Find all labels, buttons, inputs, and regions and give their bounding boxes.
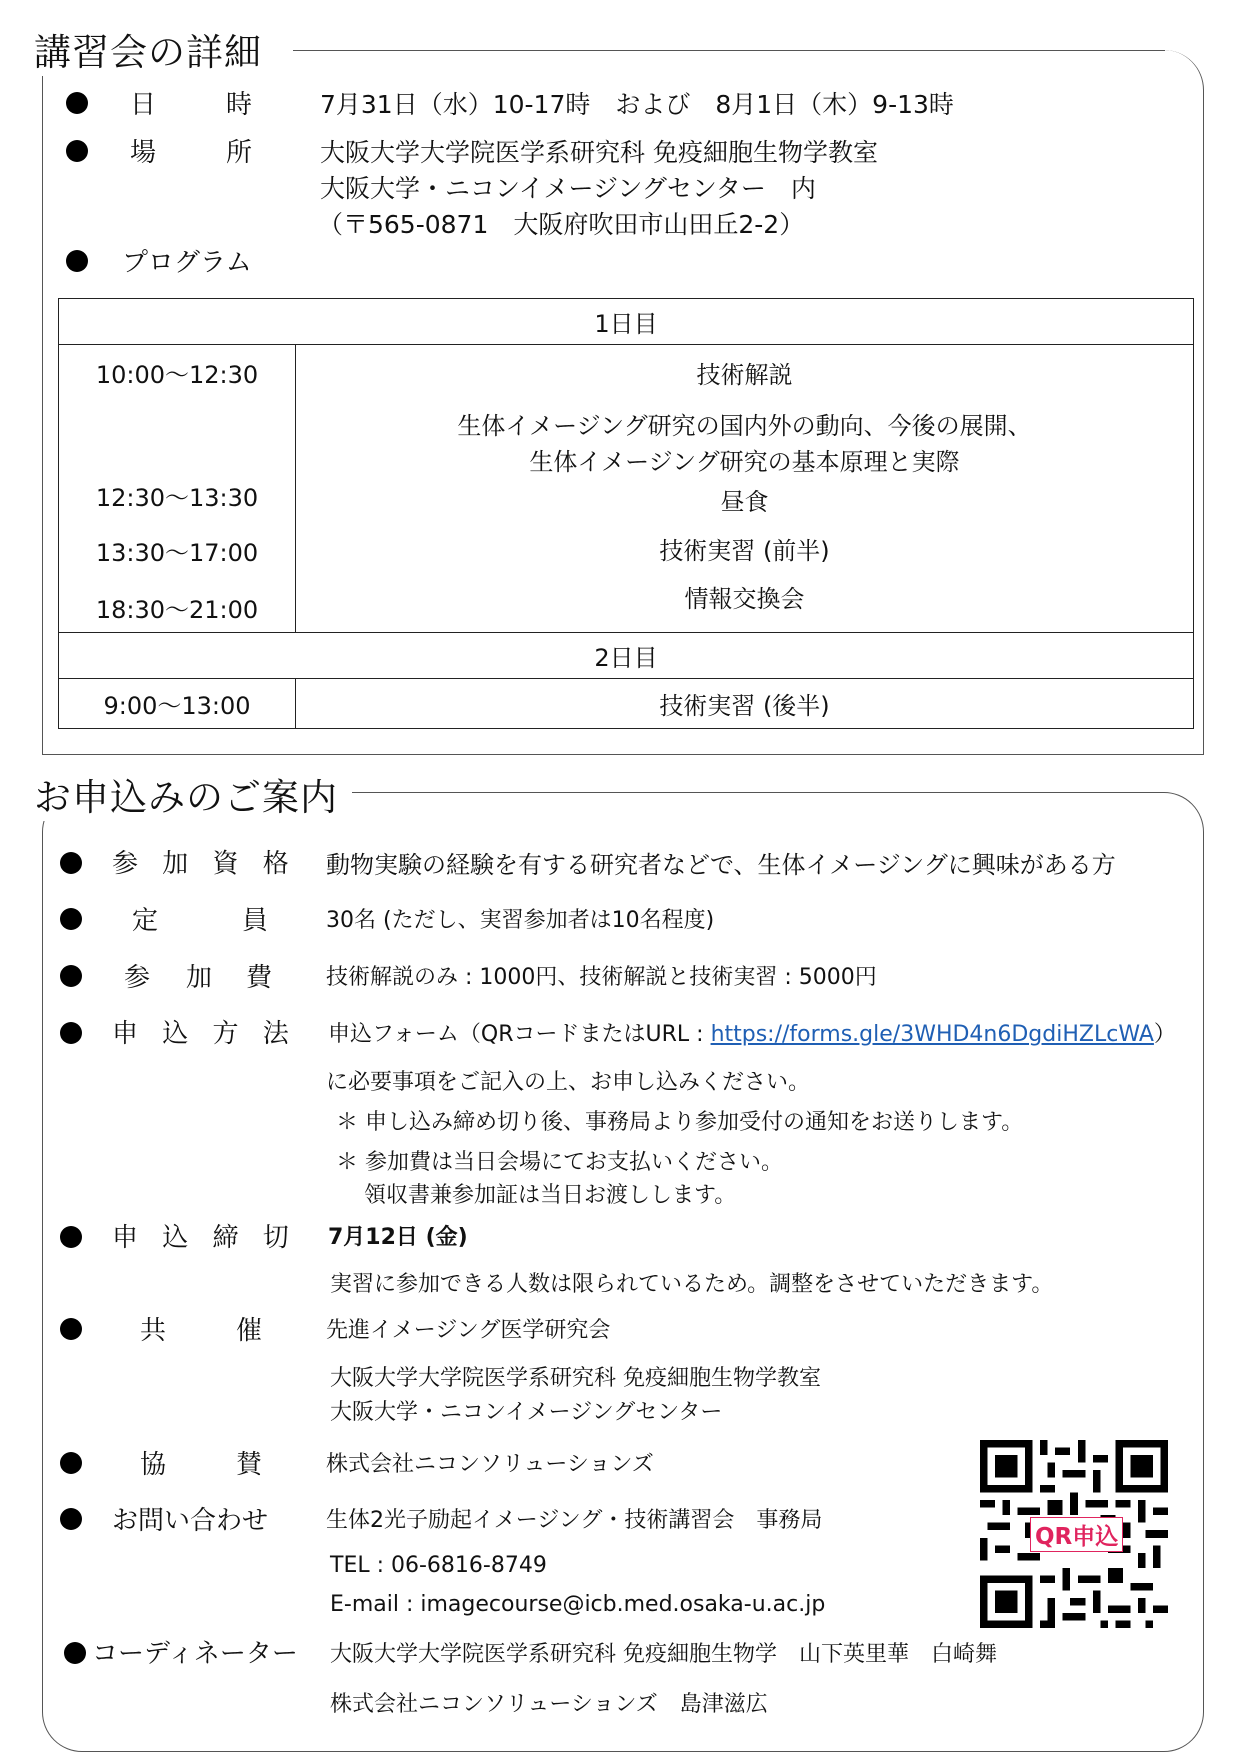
day1-contents: [296, 345, 1194, 633]
program-title: 技術解説: [696, 361, 793, 389]
method-note3: 領収書兼参加証は当日お渡しします。: [364, 1183, 737, 1208]
cohost-line2: 大阪大学大学院医学系研究科 免疫細胞生物学教室: [330, 1366, 821, 1391]
time-cell: 12:30～13:30: [95, 484, 259, 512]
time-cell: 13:30～17:00: [95, 539, 259, 567]
bullet-icon: [60, 1508, 82, 1530]
details-section-title: 講習会の詳細: [34, 22, 276, 76]
deadline-value: 7月12日 (金): [328, 1225, 468, 1250]
capacity-label-a: 定: [132, 906, 159, 936]
bullet-icon: [66, 250, 88, 272]
method-label: 申 込 方 法: [112, 1019, 297, 1049]
application-form-link[interactable]: https://forms.gle/3WHD4n6DgdiHZLcWA: [710, 1022, 1154, 1047]
program-title: 技術実習 (後半): [296, 679, 1194, 729]
capacity-value: 30名 (ただし、実習参加者は10名程度): [326, 908, 715, 933]
sponsor-value: 株式会社ニコンソリューションズ: [326, 1452, 654, 1477]
deadline-label: 申 込 締 切: [112, 1223, 297, 1253]
capacity-label-b: 員: [242, 906, 269, 936]
method-prefix: 申込フォーム（QRコードまたはURL :: [328, 1022, 711, 1047]
time-cell: 9:00～13:00: [59, 679, 296, 729]
bullet-icon: [66, 140, 88, 162]
deadline-note: 実習に参加できる人数は限られているため。調整をさせていただきます。: [330, 1272, 1054, 1297]
fee-label-b: 加: [186, 963, 213, 993]
fee-value: 技術解説のみ : 1000円、技術解説と技術実習 : 5000円: [326, 965, 877, 990]
time-cell: 10:00～12:30: [95, 361, 259, 389]
day1-times: [59, 345, 296, 633]
cohost-label-b: 催: [236, 1316, 263, 1346]
bullet-icon: [60, 965, 82, 987]
bullet-icon: [60, 852, 82, 874]
fee-label-a: 参: [124, 963, 151, 993]
contact-tel: TEL : 06-6816-8749: [330, 1553, 547, 1578]
contact-email: E-mail : imagecourse@icb.med.osaka-u.ac.jp: [330, 1592, 826, 1617]
coordinator-label: コーディネーター: [92, 1639, 298, 1669]
contact-label: お問い合わせ: [112, 1506, 269, 1536]
method-line2: に必要事項をご記入の上、お申し込みください。: [326, 1070, 811, 1095]
datetime-value: 7月31日（水）10-17時 および 8月1日（木）9-13時: [320, 90, 954, 119]
program-label: プログラム: [122, 248, 252, 278]
bullet-icon: [60, 1452, 82, 1474]
program-detail: 生体イメージング研究の国内外の動向、今後の展開、: [457, 412, 1032, 440]
coordinator-line1: 大阪大学大学院医学系研究科 免疫細胞生物学 山下英里華 白崎舞: [330, 1642, 997, 1667]
contact-value: 生体2光子励起イメージング・技術講習会 事務局: [326, 1508, 823, 1533]
cohost-label-a: 共: [140, 1316, 167, 1346]
bullet-icon: [60, 1022, 82, 1044]
place-line3: （〒565-0871 大阪府吹田市山田丘2-2）: [318, 210, 805, 239]
datetime-label-a: 日: [130, 90, 157, 120]
application-section-title: お申込みのご案内: [34, 767, 352, 821]
method-note2: ＊ 参加費は当日会場にてお支払いください。: [336, 1150, 783, 1175]
qr-label: QR申込: [1030, 1517, 1123, 1552]
bullet-icon: [60, 1318, 82, 1340]
method-line1: [328, 1017, 1176, 1048]
program-title: 昼食: [720, 488, 769, 516]
cohost-line3: 大阪大学・ニコンイメージングセンター: [330, 1400, 723, 1425]
day2-header: 2日目: [59, 633, 1194, 679]
sponsor-label-a: 協: [140, 1450, 167, 1480]
cohost-line1: 先進イメージング医学研究会: [326, 1318, 611, 1343]
bullet-icon: [60, 1226, 82, 1248]
place-line2: 大阪大学・ニコンイメージングセンター 内: [320, 174, 816, 203]
place-label-b: 所: [226, 138, 253, 168]
program-title: 情報交換会: [684, 585, 805, 613]
time-cell: 18:30～21:00: [95, 596, 259, 624]
bullet-icon: [60, 908, 82, 930]
eligibility-value: 動物実験の経験を有する研究者などで、生体イメージングに興味がある方: [326, 851, 1116, 879]
fee-label-c: 費: [246, 963, 273, 993]
eligibility-label: 参 加 資 格: [112, 849, 297, 879]
place-label-a: 場: [130, 138, 157, 168]
datetime-label-b: 時: [226, 90, 253, 120]
sponsor-label-b: 賛: [236, 1450, 263, 1480]
coordinator-line2: 株式会社ニコンソリューションズ 島津滋広: [330, 1692, 768, 1717]
program-table: [58, 298, 1194, 729]
bullet-icon: [64, 1642, 86, 1664]
method-note1: ＊ 申し込み締め切り後、事務局より参加受付の通知をお送りします。: [336, 1110, 1024, 1135]
day1-header: 1日目: [59, 299, 1194, 345]
program-title: 技術実習 (前半): [659, 537, 830, 565]
place-line1: 大阪大学大学院医学系研究科 免疫細胞生物学教室: [320, 138, 878, 167]
bullet-icon: [66, 92, 88, 114]
program-detail: 生体イメージング研究の基本原理と実際: [529, 448, 960, 476]
method-suffix: ）: [1153, 1022, 1176, 1047]
